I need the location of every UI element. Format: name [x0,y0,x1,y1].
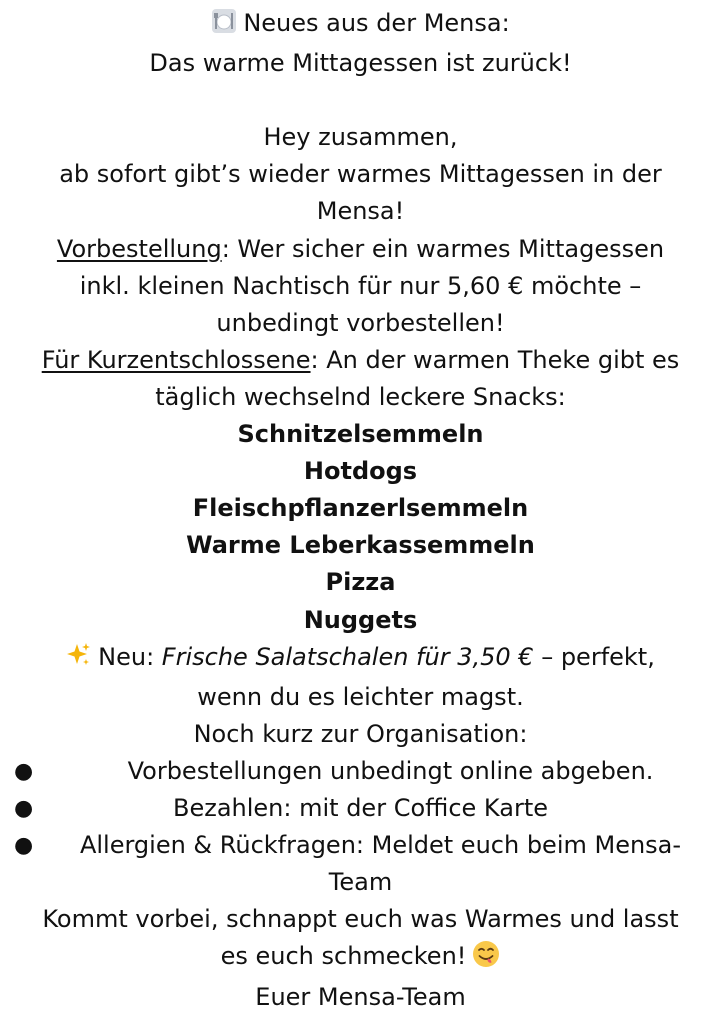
intro-line-2: Mensa! [316,197,405,226]
greeting: Hey zusammen, [263,123,458,152]
list-item-text: Allergien & Rückfragen: Meldet euch beim Mensa- [79,831,682,860]
snack-item: Hotdogs [303,457,418,486]
snack-item: Warme Leberkassemmeln [186,531,535,560]
walkin-line-2: täglich wechselnd leckere Snacks: [155,382,566,411]
yum-face-icon [472,940,500,979]
preorder-line-2: inkl. kleinen Nachtisch für nur 5,60 € möchte – [79,271,642,300]
new-item-suffix: – perfekt, [533,642,655,671]
organisation-heading: Noch kurz zur Organisation: [193,719,528,748]
sparkles-icon [66,642,92,679]
preorder-text: : Wer sicher ein warmes Mittagessen [221,234,665,263]
list-item-continuation: Team [328,868,393,897]
list-item [8,753,713,790]
walkin-text: : An der warmen Theke gibt es [310,345,680,374]
walkin-line-1 [8,342,713,379]
closing-line-1: Kommt vorbei, schnappt euch was Warmes und lasst [42,905,679,934]
list-item [8,790,713,827]
intro-line-1: ab sofort gibt’s wieder warmes Mittagessen in der [59,160,662,189]
snack-item: Nuggets [303,605,418,634]
bullet-icon: ● [14,833,34,859]
new-item-line-2: wenn du es leichter magst. [197,682,524,711]
list-item [8,827,713,864]
plate-cutlery-icon [211,8,237,45]
new-item-prefix: Neu: [98,642,162,671]
page-title: Neues aus der Mensa: [243,9,510,37]
snack-item: Pizza [325,568,396,597]
preorder-line-1 [8,231,713,268]
list-item-text: Bezahlen: mit der Coffice Karte [173,793,548,822]
new-item-line-1 [8,639,713,679]
spacer [8,82,713,119]
list-item-text: Vorbestellungen unbedingt online abgeben. [127,756,654,785]
new-item-highlight: Frische Salatschalen für 3,50 € [161,642,534,671]
walkin-label: Für Kurzentschlossene [41,345,311,374]
bullet-icon: ● [14,758,34,784]
preorder-label: Vorbestellung [56,234,222,263]
bullet-icon: ● [14,795,34,821]
signature: Euer Mensa-Team [255,983,466,1012]
closing-line-2 [8,938,713,979]
closing-text: es euch schmecken! [220,942,467,971]
page-subtitle: Das warme Mittagessen ist zurück! [149,49,572,78]
preorder-line-3: unbedingt vorbestellen! [216,308,505,337]
title-line [8,5,713,45]
snack-item: Schnitzelsemmeln [237,420,484,449]
snack-item: Fleischpflanzerlsemmeln [192,494,529,523]
